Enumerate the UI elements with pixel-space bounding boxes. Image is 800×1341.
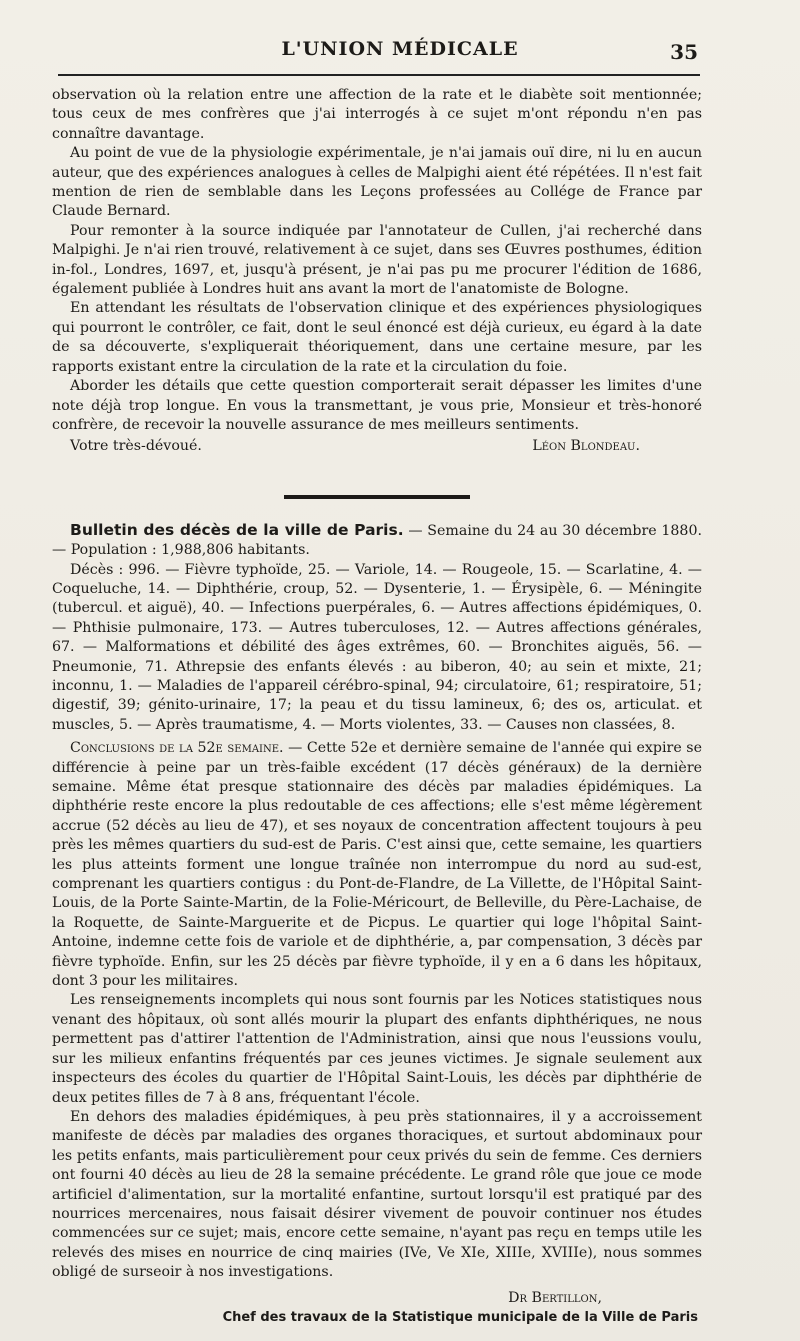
bulletin-paragraph-outside: En dehors des maladies épidémiques, à peu près stationnaires, il y a accroissement manifeste de décès par maladies des organes thoraciques, et surtout abdominaux pour les petits enfants, mais particulièrement pour ceux privés du sein de femme. Ces derniers ont fourni 40 décès au lieu de 28 la semaine précédente. Le grand rôle que joue ce mode artificiel d'alimentation, sur la mortalité enfantine, surtout lorsqu'il est pratiqué par des nourrices mercenaires, nous faisait désirer vivement de pouvoir continuer nos études commencées sur ce sujet; mais, encore cette semaine, n'ayant pas reçu en temps utile les relevés des mises en nourrice de cinq mairies (IVe, Ve XIe, XIIIe, XVIIIe), nous sommes obligé de surseoir à nos investigations.: [52, 1108, 702, 1281]
header-rule: [58, 74, 700, 76]
letter-paragraph: Au point de vue de la physiologie expérimentale, je n'ai jamais ouï dire, ni lu en aucun auteur, que des expériences analogues à celles de Malpighi aient été répétées. Il n'est fait mention de rien de semblable dans les Leçons professées au Collége de France par Claude Bernard.: [52, 145, 702, 220]
page-number: 35: [670, 40, 698, 64]
bulletin-title: Bulletin des décès de la ville de Paris.: [70, 520, 404, 539]
bulletin-intro: — Semaine du 24 au 30 décembre 1880. — Population : 1,988,806 habitants.: [52, 522, 702, 559]
bulletin-signature: Dr Bertillon,: [508, 1289, 602, 1306]
bulletin-conclusions: [52, 739, 702, 991]
conclusions-label: Conclusions de la 52e semaine.: [70, 740, 284, 757]
letter-author: Léon Blondeau.: [532, 438, 640, 455]
page-body: [52, 86, 702, 1327]
section-separator: [284, 495, 470, 499]
letter-paragraph: En attendant les résultats de l'observation clinique et des expériences physiologiques qui pourront le contrôler, ce fait, dont le seul énoncé est déjà curieux, eu égard à la date de sa découverte, s'expliquerait théoriquement, dans une certaine mesure, par les rapports existant entre la circulation de la rate et la circulation du foie.: [52, 300, 702, 375]
bulletin-paragraph-notices: Les renseignements incomplets qui nous sont fournis par les Notices statistiques nous venant des hôpitaux, où sont allés mourir la plupart des enfants diphthériques, ne nous permettent pas d'attirer l'attention de l'Administration, ainsi que nous l'eussions voulu, sur les milieux enfantins fréquentés par ces jeunes victimes. Je signale seulement aux inspecteurs des écoles du quartier de l'Hôpital Saint-Louis, les décès par diphthérie de deux petites filles de 7 à 8 ans, fréquentant l'école.: [52, 992, 702, 1106]
letter-paragraph: Aborder les détails que cette question comporterait serait dépasser les limites d'une note déjà trop longue. En vous la transmettant, je vous prie, Monsieur et très-honoré confrère, de recevoir la nouvelle assurance de mes meilleurs sentiments.: [52, 378, 702, 433]
bulletin-deaths: Décès : 996. — Fièvre typhoïde, 25. — Variole, 14. — Rougeole, 15. — Scarlatine, 4. — Coqueluche, 14. — Diphthérie, croup, 52. — Dysenterie, 1. — Érysipèle, 6. — Méningite (tubercul. et aiguë), 40. — Infections puerpérales, 6. — Autres affections épidémiques, 0. — Phthisie pulmonaire, 173. — Autres tuberculoses, 12. — Autres affections générales, 67. — Malformations et débilité des âges extrêmes, 60. — Bronchites aiguës, 56. — Pneumonie, 71. Athrepsie des enfants élevés : au biberon, 40; au sein et mixte, 21; inconnu, 1. — Maladies de l'appareil cérébro-spinal, 94; circulatoire, 61; respiratoire, 51; digestif, 39; génito-urinaire, 17; la peau et du tissu lamineux, 6; des os, articulat. et muscles, 5. — Après traumatisme, 4. — Morts violentes, 33. — Causes non classées, 8.: [52, 561, 702, 733]
letter-paragraph: observation où la relation entre une affection de la rate et le diabète soit mentionnée; tous ceux de mes confrères que j'ai interrogés à ce sujet m'ont répondu n'en pas connaître davantage.: [52, 87, 702, 142]
running-head-title: L'UNION MÉDICALE: [281, 38, 519, 60]
letter-signature-line: [52, 437, 702, 456]
letter-closing: Votre très-dévoué.: [70, 438, 202, 455]
bulletin-signature-title: Chef des travaux de la Statistique municipale de la Ville de Paris: [222, 1309, 698, 1325]
letter-paragraph: Pour remonter à la source indiquée par l'annotateur de Cullen, j'ai recherché dans Malpighi. Je n'ai rien trouvé, relativement à ce sujet, dans ses Œuvres posthumes, édition in-fol., Londres, 1697, et, jusqu'à présent, je n'ai pas pu me procurer l'édition de 1686, également publiée à Londres huit ans avant la mort de l'anatomiste de Bologne.: [52, 222, 702, 298]
bulletin-heading: [52, 521, 702, 561]
conclusions-text: — Cette 52e et dernière semaine de l'année qui expire se différencie à peine par un très-faible excédent (17 décès généraux) de la dernière semaine. Même état presque stationnaire des décès par maladies épidémiques. La diphthérie reste encore la plus redoutable de ces affections; elle s'est même légèrement accrue (52 décès au lieu de 47), et ses noyaux de concentration affectent toujours à peu près les mêmes quartiers du sud-est de Paris. C'est ainsi que, cette semaine, les quartiers les plus atteints forment une longue traînée non interrompue du nord au sud-est, comprenant les quartiers contigus : du Pont-de-Flandre, de La Villette, de l'Hôpital Saint-Louis, de la Porte Sainte-Martin, de la Folie-Méricourt, de Belleville, du Père-Lachaise, de la Roquette, de Sainte-Marguerite et de Picpus. Le quartier qui loge l'hôpital Saint-Antoine, indemne cette fois de variole et de diphthérie, a, par compensation, 3 décès par fièvre typhoïde. Enfin, sur les 25 décès par fièvre typhoïde, il y en a 6 dans les hôpitaux, dont 3 pour les militaires.: [52, 740, 702, 990]
